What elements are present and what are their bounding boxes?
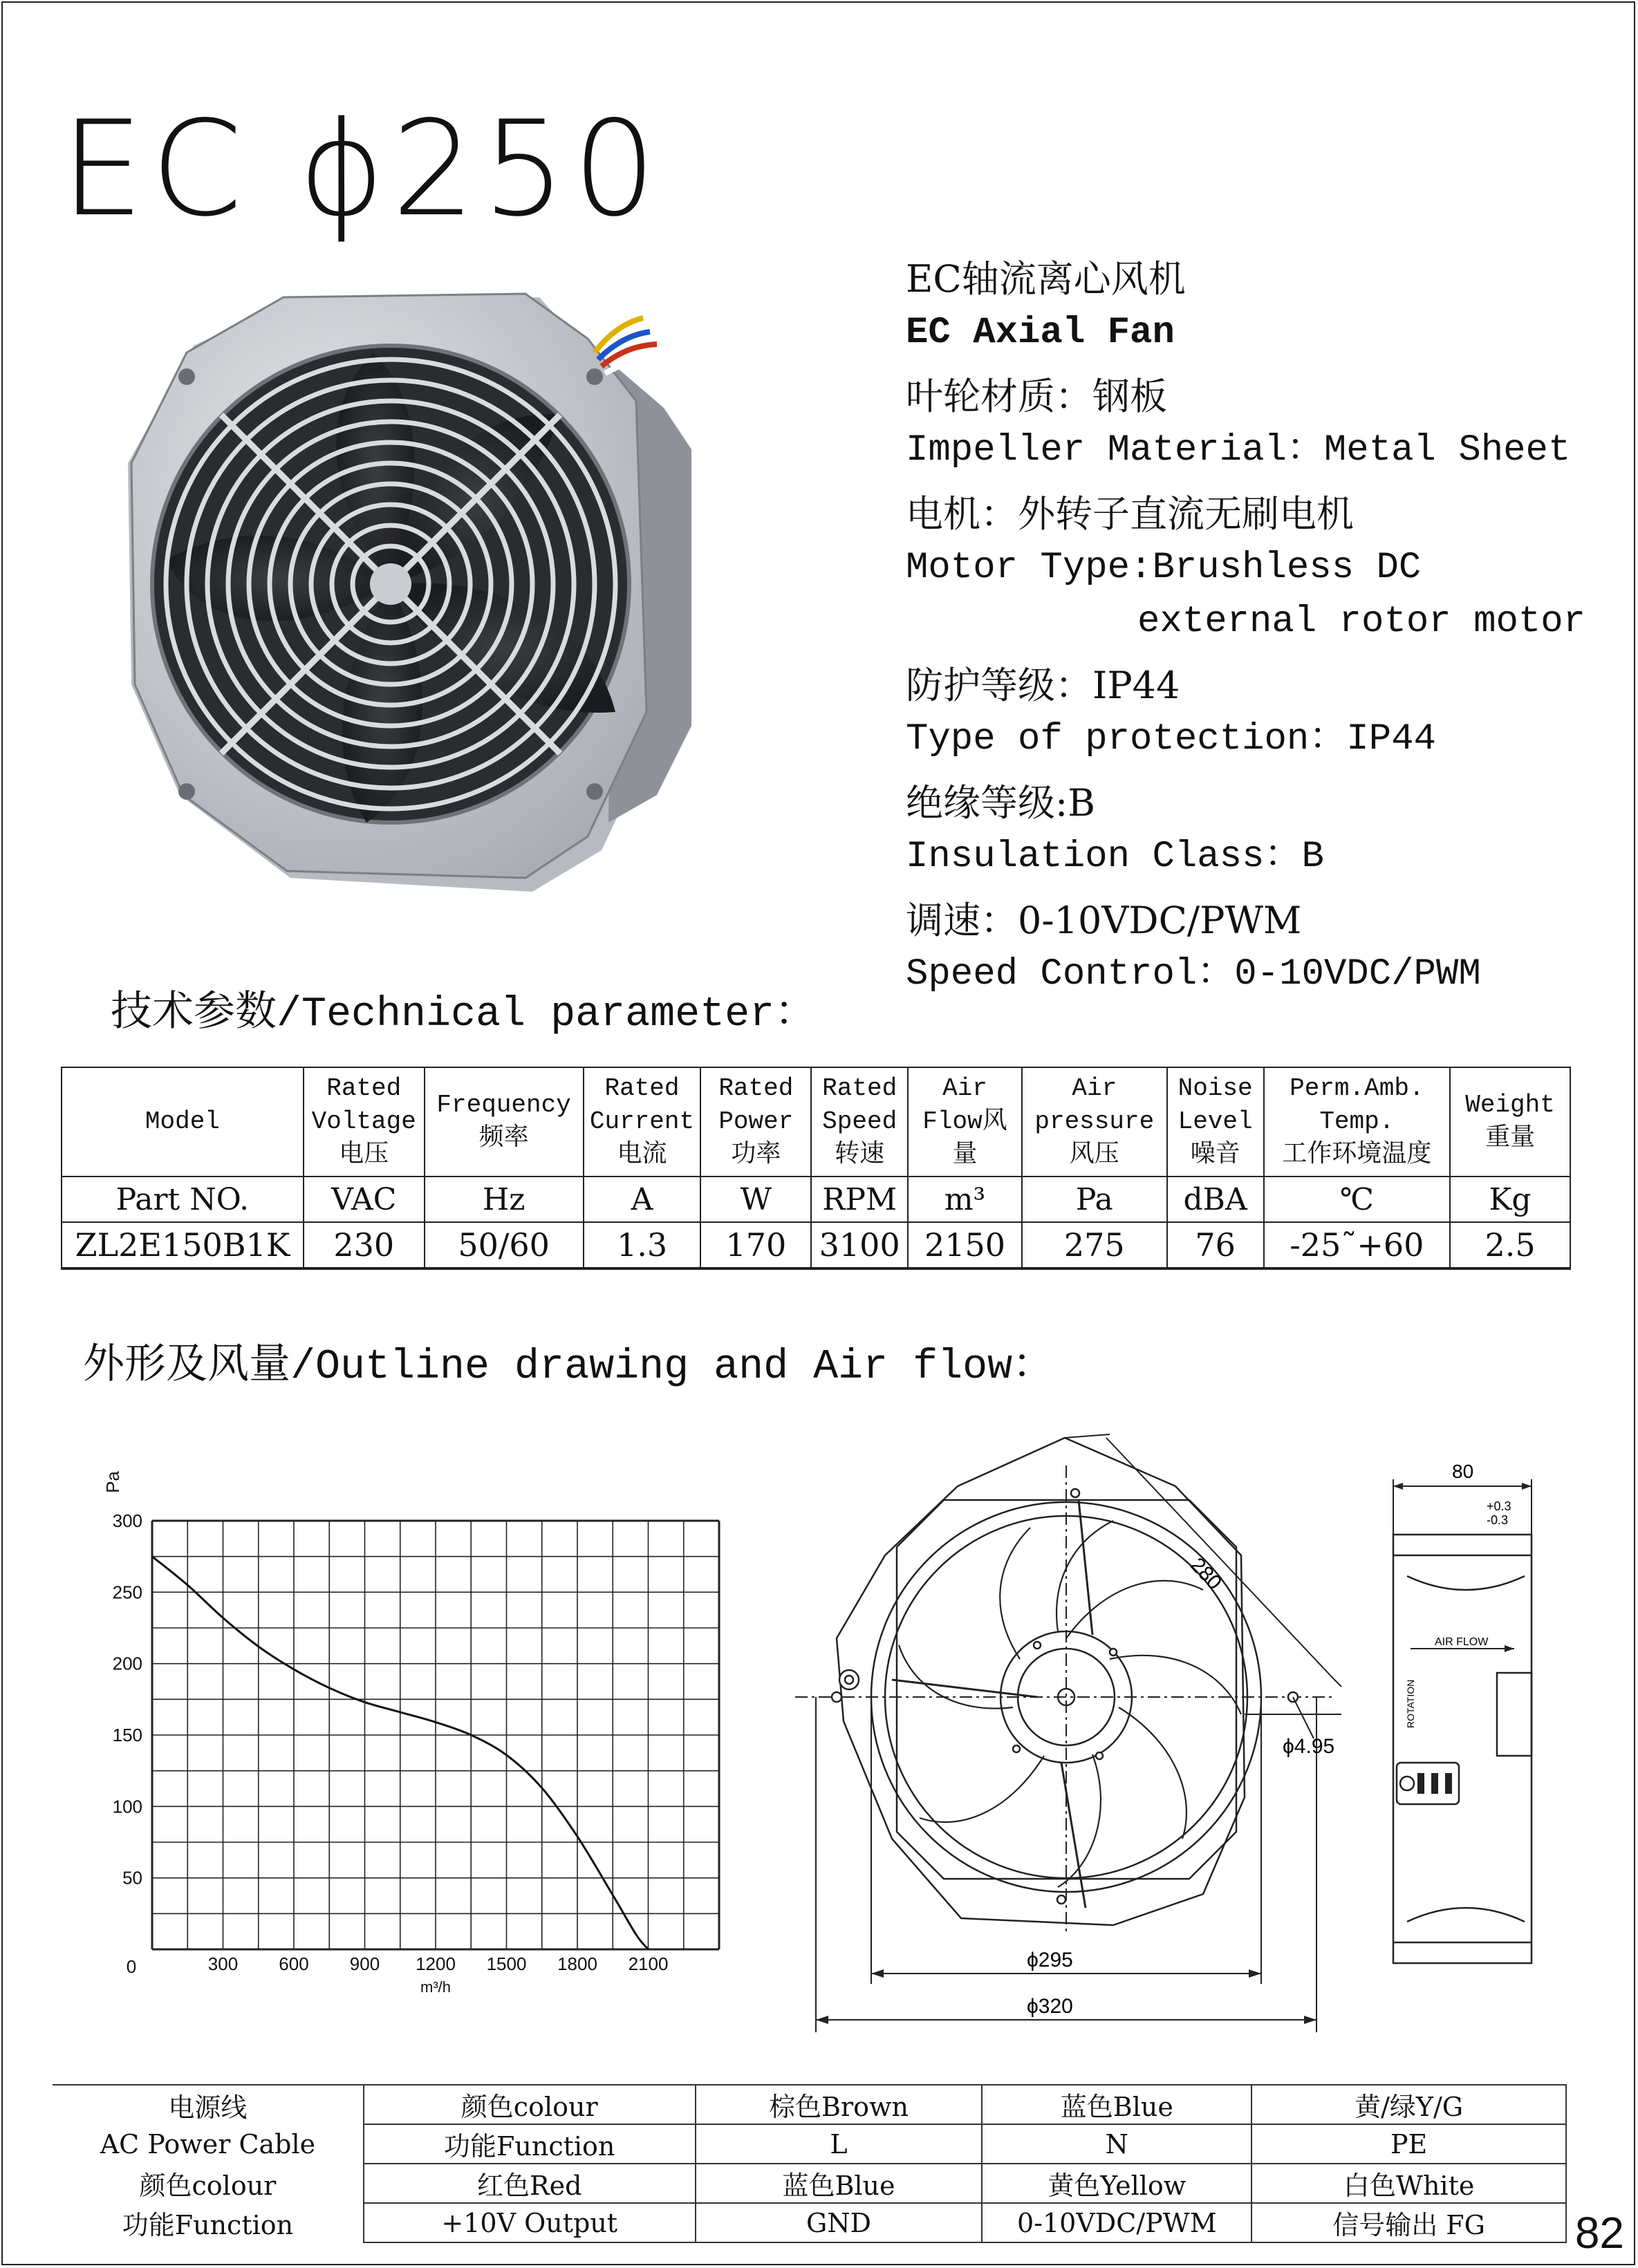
y-tick-label: 150 [112,1725,142,1745]
tech-value-cell: 76 [1167,1222,1264,1268]
cable-cell: 棕色Brown [696,2085,983,2124]
cable-cell: 功能Function [364,2124,696,2164]
x-tick-label: 1800 [557,1953,597,1974]
spec-list [906,252,1618,1002]
cable-cell: +10V Output [364,2203,696,2242]
tech-unit-cell: W [700,1177,811,1222]
tech-header-line: Noise [1178,1074,1253,1103]
dim-hole-label: ϕ4.95 [1283,1735,1335,1758]
impeller-material-en: Impeller Material：Metal Sheet [906,429,1571,471]
tech-value-cell: 275 [1022,1222,1167,1268]
tech-header-cell [700,1067,811,1177]
cable-cell: 颜色colour [364,2085,696,2124]
x-tick-label: 2100 [628,1953,669,1974]
airflow-chart [90,1452,754,1996]
tech-header-line: 频率 [478,1124,529,1152]
cable-row [53,2085,1566,2124]
x-tick-label: 1200 [416,1953,456,1974]
cable-row [53,2203,1566,2242]
page-title: EC ϕ250 [61,93,664,245]
cable-cell: 黄/绿Y/G [1251,2085,1566,2124]
side-outline-drawing [1376,1438,1556,1977]
tech-header-cell [1167,1067,1264,1177]
tech-header-line: Voltage [311,1107,416,1136]
tech-header-line: 重量 [1485,1124,1536,1152]
tech-value-row [62,1222,1570,1268]
dim-280-label: 280 [1185,1553,1227,1595]
tech-value-cell: ZL2E150B1K [62,1222,304,1268]
cable-cell: N [982,2124,1251,2164]
dim-295-label: ϕ295 [1027,1949,1073,1971]
x-tick-label: 300 [207,1953,239,1974]
y-tick-label: 200 [112,1653,142,1674]
cable-row-label: AC Power Cable [53,2124,364,2164]
cable-cell: 白色White [1251,2164,1566,2203]
tolerance-plus: +0.3 [1487,1499,1511,1513]
tech-header-line: 量 [952,1141,978,1169]
tech-header-line: 转速 [835,1141,885,1169]
tech-header-cell [1450,1067,1570,1177]
tech-header-line: Rated [718,1074,794,1103]
tech-header-cell [584,1067,701,1177]
rotation-label: ROTATION [1405,1679,1416,1728]
y-tick-label: 50 [122,1867,142,1889]
tech-header-cell [908,1067,1022,1177]
outline-heading: 外形及风量/Outline drawing and Air flow： [83,1344,1054,1391]
tech-unit-cell: Pa [1022,1177,1167,1222]
tech-header-cell [304,1067,425,1177]
tech-header-line: Perm.Amb. [1290,1074,1424,1103]
tech-header-cell [1022,1067,1167,1177]
tech-header-cell [1264,1067,1451,1177]
tech-header-line: Level [1178,1107,1253,1136]
tech-unit-row [62,1177,1570,1222]
tech-header-cell [62,1067,304,1177]
tech-unit-cell: ℃ [1264,1177,1451,1222]
cable-cell: GND [696,2203,983,2242]
y-tick-label: 250 [112,1582,142,1603]
product-name-cn: EC轴流离心风机 [906,257,1186,301]
tech-header-line: Flow风 [922,1107,1007,1136]
tech-header-row [62,1067,1570,1177]
x-tick-label: 900 [349,1953,380,1974]
cable-row-label: 颜色colour [53,2164,364,2203]
protection-en: Type of protection：IP44 [906,718,1436,760]
tech-header-line: Rated [822,1074,897,1103]
x-tick-label: 600 [279,1953,309,1974]
tech-header-line: Rated [326,1074,402,1103]
tech-unit-cell: Hz [425,1177,584,1222]
fan-photo [118,270,719,912]
air-flow-label: AIR FLOW [1435,1636,1489,1648]
tech-header-line: 电流 [617,1141,667,1169]
x-tick-label: 1500 [486,1953,527,1974]
cable-cell: 蓝色Blue [982,2085,1251,2124]
tech-header-line: 风压 [1069,1141,1119,1169]
tech-header-line: 工作环境温度 [1282,1141,1432,1169]
cable-cell: PE [1251,2124,1566,2164]
insulation-cn: 绝缘等级:B [906,781,1095,825]
tech-unit-cell: RPM [811,1177,908,1222]
motor-type-cn: 电机：外转子直流无刷电机 [906,492,1354,536]
tech-param-table [61,1067,1571,1270]
power-cable-table [53,2084,1567,2243]
tech-header-line: Speed [822,1107,897,1136]
tech-header-line: 功率 [731,1141,781,1169]
page-number: 82 [1574,2208,1624,2258]
y-axis-label: Pa [102,1471,123,1493]
tech-header-line: Air [942,1074,987,1103]
tech-header-line: Temp. [1319,1107,1395,1136]
x-tick-label: 0 [126,1956,137,1977]
tech-unit-cell: VAC [304,1177,425,1222]
tech-unit-cell: dBA [1167,1177,1264,1222]
dim-320-label: ϕ320 [1027,1995,1073,2018]
tech-header-cell [425,1067,584,1177]
tech-param-heading: 技术参数/Technical parameter： [111,991,817,1038]
tech-unit-cell: Kg [1450,1177,1570,1222]
tech-value-cell: -25˜+60 [1264,1222,1451,1268]
motor-type-en-cont: external rotor motor [1137,601,1586,643]
cable-cell: 信号输出 FG [1251,2203,1566,2242]
motor-type-en: Motor Type:Brushless DC [906,547,1422,589]
tech-header-line: Weight [1465,1091,1555,1119]
tolerance-minus: -0.3 [1487,1513,1509,1527]
tech-unit-cell: A [584,1177,701,1222]
dim-80-label: 80 [1452,1461,1474,1482]
tech-header-cell [811,1067,908,1177]
tech-unit-cell: m³ [908,1177,1022,1222]
insulation-en: Insulation Class：B [906,836,1324,878]
tech-header-line: 电压 [339,1141,389,1169]
cable-row-label: 电源线 [53,2085,364,2124]
speed-control-en: Speed Control：0-10VDC/PWM [906,953,1481,995]
tech-header-line: Frequency [436,1091,571,1119]
product-name-en: EC Axial Fan [906,312,1175,354]
y-tick-label: 100 [112,1796,142,1817]
tech-header-line: 噪音 [1190,1141,1240,1169]
tech-value-cell: 3100 [811,1222,908,1268]
tech-header-line: Power [718,1107,794,1136]
cable-cell: 0-10VDC/PWM [982,2203,1251,2242]
cable-cell: 红色Red [364,2164,696,2203]
speed-control-cn: 调速：0-10VDC/PWM [906,899,1302,942]
tech-header-line: pressure [1034,1107,1155,1136]
tech-header-line: Model [145,1107,220,1136]
cable-cell: 黄色Yellow [982,2164,1251,2203]
cable-row [53,2124,1566,2164]
tech-header-line: Rated [604,1074,680,1103]
protection-cn: 防护等级：IP44 [906,664,1180,707]
y-tick-label: 300 [112,1510,142,1531]
tech-unit-cell: Part NO. [62,1177,304,1222]
impeller-material-cn: 叶轮材质：钢板 [906,375,1167,418]
tech-value-cell: 2150 [908,1222,1022,1268]
tech-value-cell: 230 [304,1222,425,1268]
cable-cell: L [696,2124,983,2164]
cable-row [53,2164,1566,2203]
tech-value-cell: 1.3 [584,1222,701,1268]
tech-header-line: Air [1072,1074,1117,1103]
tech-header-line: Current [589,1107,695,1136]
cable-row-label: 功能Function [53,2203,364,2242]
tech-value-cell: 2.5 [1450,1222,1570,1268]
tech-value-cell: 50/60 [425,1222,584,1268]
front-outline-drawing [788,1424,1383,2032]
x-axis-label: m³/h [420,1978,451,1996]
cable-cell: 蓝色Blue [696,2164,983,2203]
tech-value-cell: 170 [700,1222,811,1268]
